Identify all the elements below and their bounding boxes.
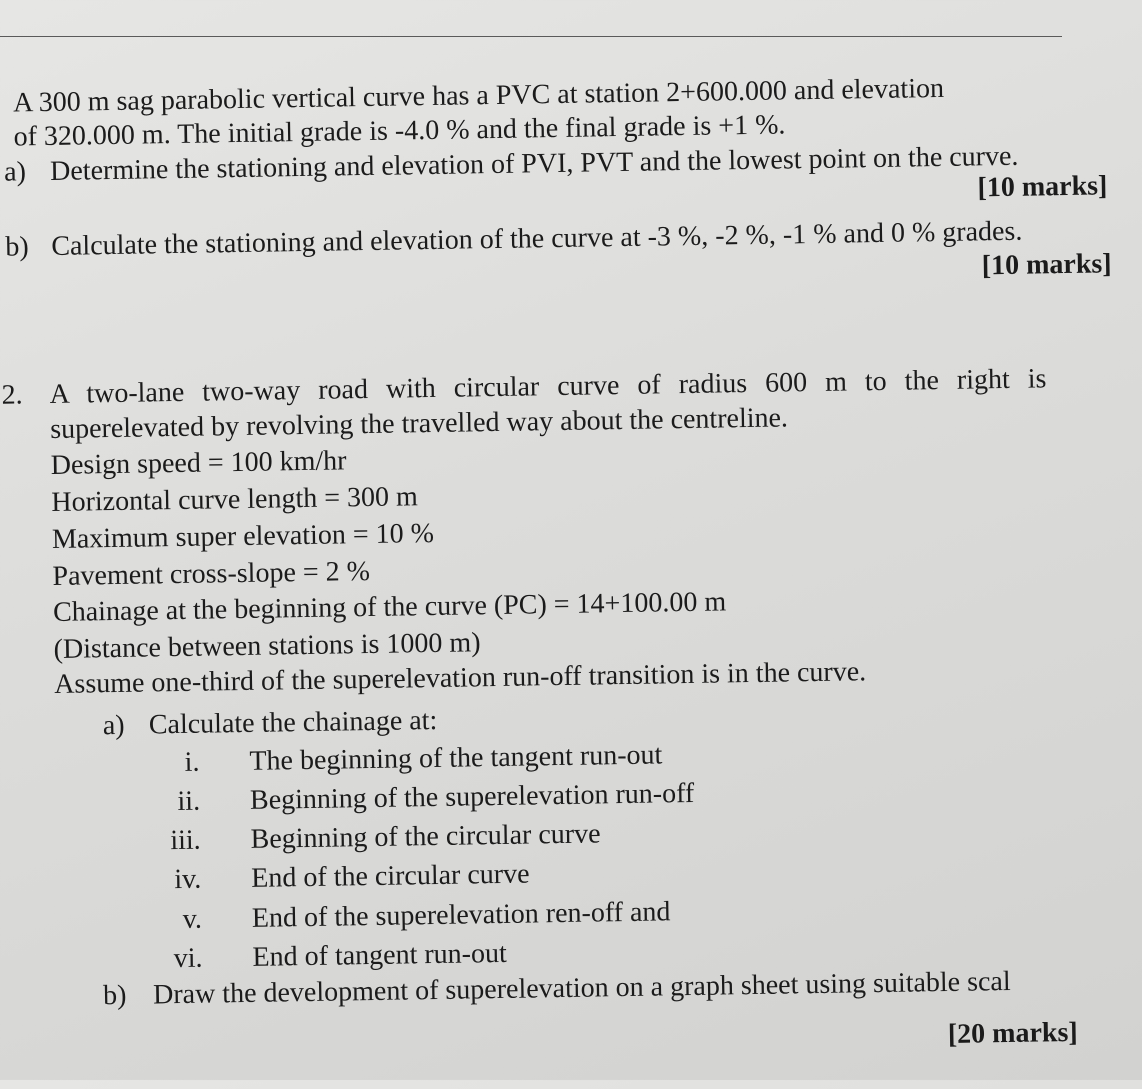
q2-item-numeral: ii. [177, 785, 201, 818]
q2-part-b-text: Draw the development of superelevation on a graph sheet using suitable scal [152, 965, 1011, 1011]
q2-part-b-label: b) [102, 979, 127, 1012]
q2-line1: A two-lane two-way road with circular curve of radius 600 m to the right is [49, 363, 1047, 410]
q1-part-b-label: b) [5, 231, 29, 263]
q2-curve-length: Horizontal curve length = 300 m [51, 481, 419, 518]
q2-cross-slope: Pavement cross-slope = 2 % [52, 555, 371, 592]
q2-item-text: End of the superelevation ren-off and [251, 896, 671, 934]
q1-part-b-text: Calculate the stationing and elevation of the curve at -3 %, -2 %, -1 % and 0 % grades. [51, 215, 1023, 262]
q2-item-text: End of tangent run-out [252, 937, 508, 973]
q2-chainage-pc: Chainage at the beginning of the curve (PC) = 14+100.00 m [52, 586, 727, 628]
q2-station-distance: (Distance between stations is 1000 m) [53, 627, 481, 665]
q1-intro-line2: of 320.000 m. The initial grade is -4.0 % and the final grade is +1 %. [13, 109, 786, 153]
q2-item-numeral: i. [184, 746, 200, 778]
q2-item-numeral: iv. [174, 863, 202, 896]
q2-item-text: End of the circular curve [251, 858, 530, 894]
q2-item-numeral: v. [182, 903, 203, 935]
q1-part-b-marks: [10 marks] [981, 248, 1112, 282]
q2-item-text: Beginning of the superelevation run-off [249, 777, 695, 816]
q2-part-a-text: Calculate the chainage at: [148, 704, 438, 741]
q2-item-numeral: vi. [173, 942, 203, 975]
q1-part-a-text: Determine the stationing and elevation of PVI, PVT and the lowest point on the curve. [49, 140, 1019, 187]
q2-assumption: Assume one-third of the superelevation run-off transition is in the curve. [53, 656, 867, 700]
q2-item-text: The beginning of the tangent run-out [249, 739, 663, 777]
q1-part-a-label: a) [3, 156, 27, 188]
q2-number: 2. [1, 379, 23, 411]
q1-part-a-marks: [10 marks] [977, 170, 1108, 204]
q1-intro-line1: A 300 m sag parabolic vertical curve has a PVC at station 2+600.000 and elevation [12, 72, 945, 119]
q2-part-a-label: a) [102, 709, 125, 742]
q2-item-numeral: iii. [170, 824, 201, 857]
q2-max-superelevation: Maximum super elevation = 10 % [51, 517, 435, 555]
q2-item-text: Beginning of the circular curve [250, 818, 601, 855]
q2-design-speed: Design speed = 100 km/hr [50, 445, 347, 481]
q2-line2: superelevated by revolving the travelled way about the centreline. [49, 402, 789, 445]
q2-marks: [20 marks] [947, 1016, 1078, 1050]
